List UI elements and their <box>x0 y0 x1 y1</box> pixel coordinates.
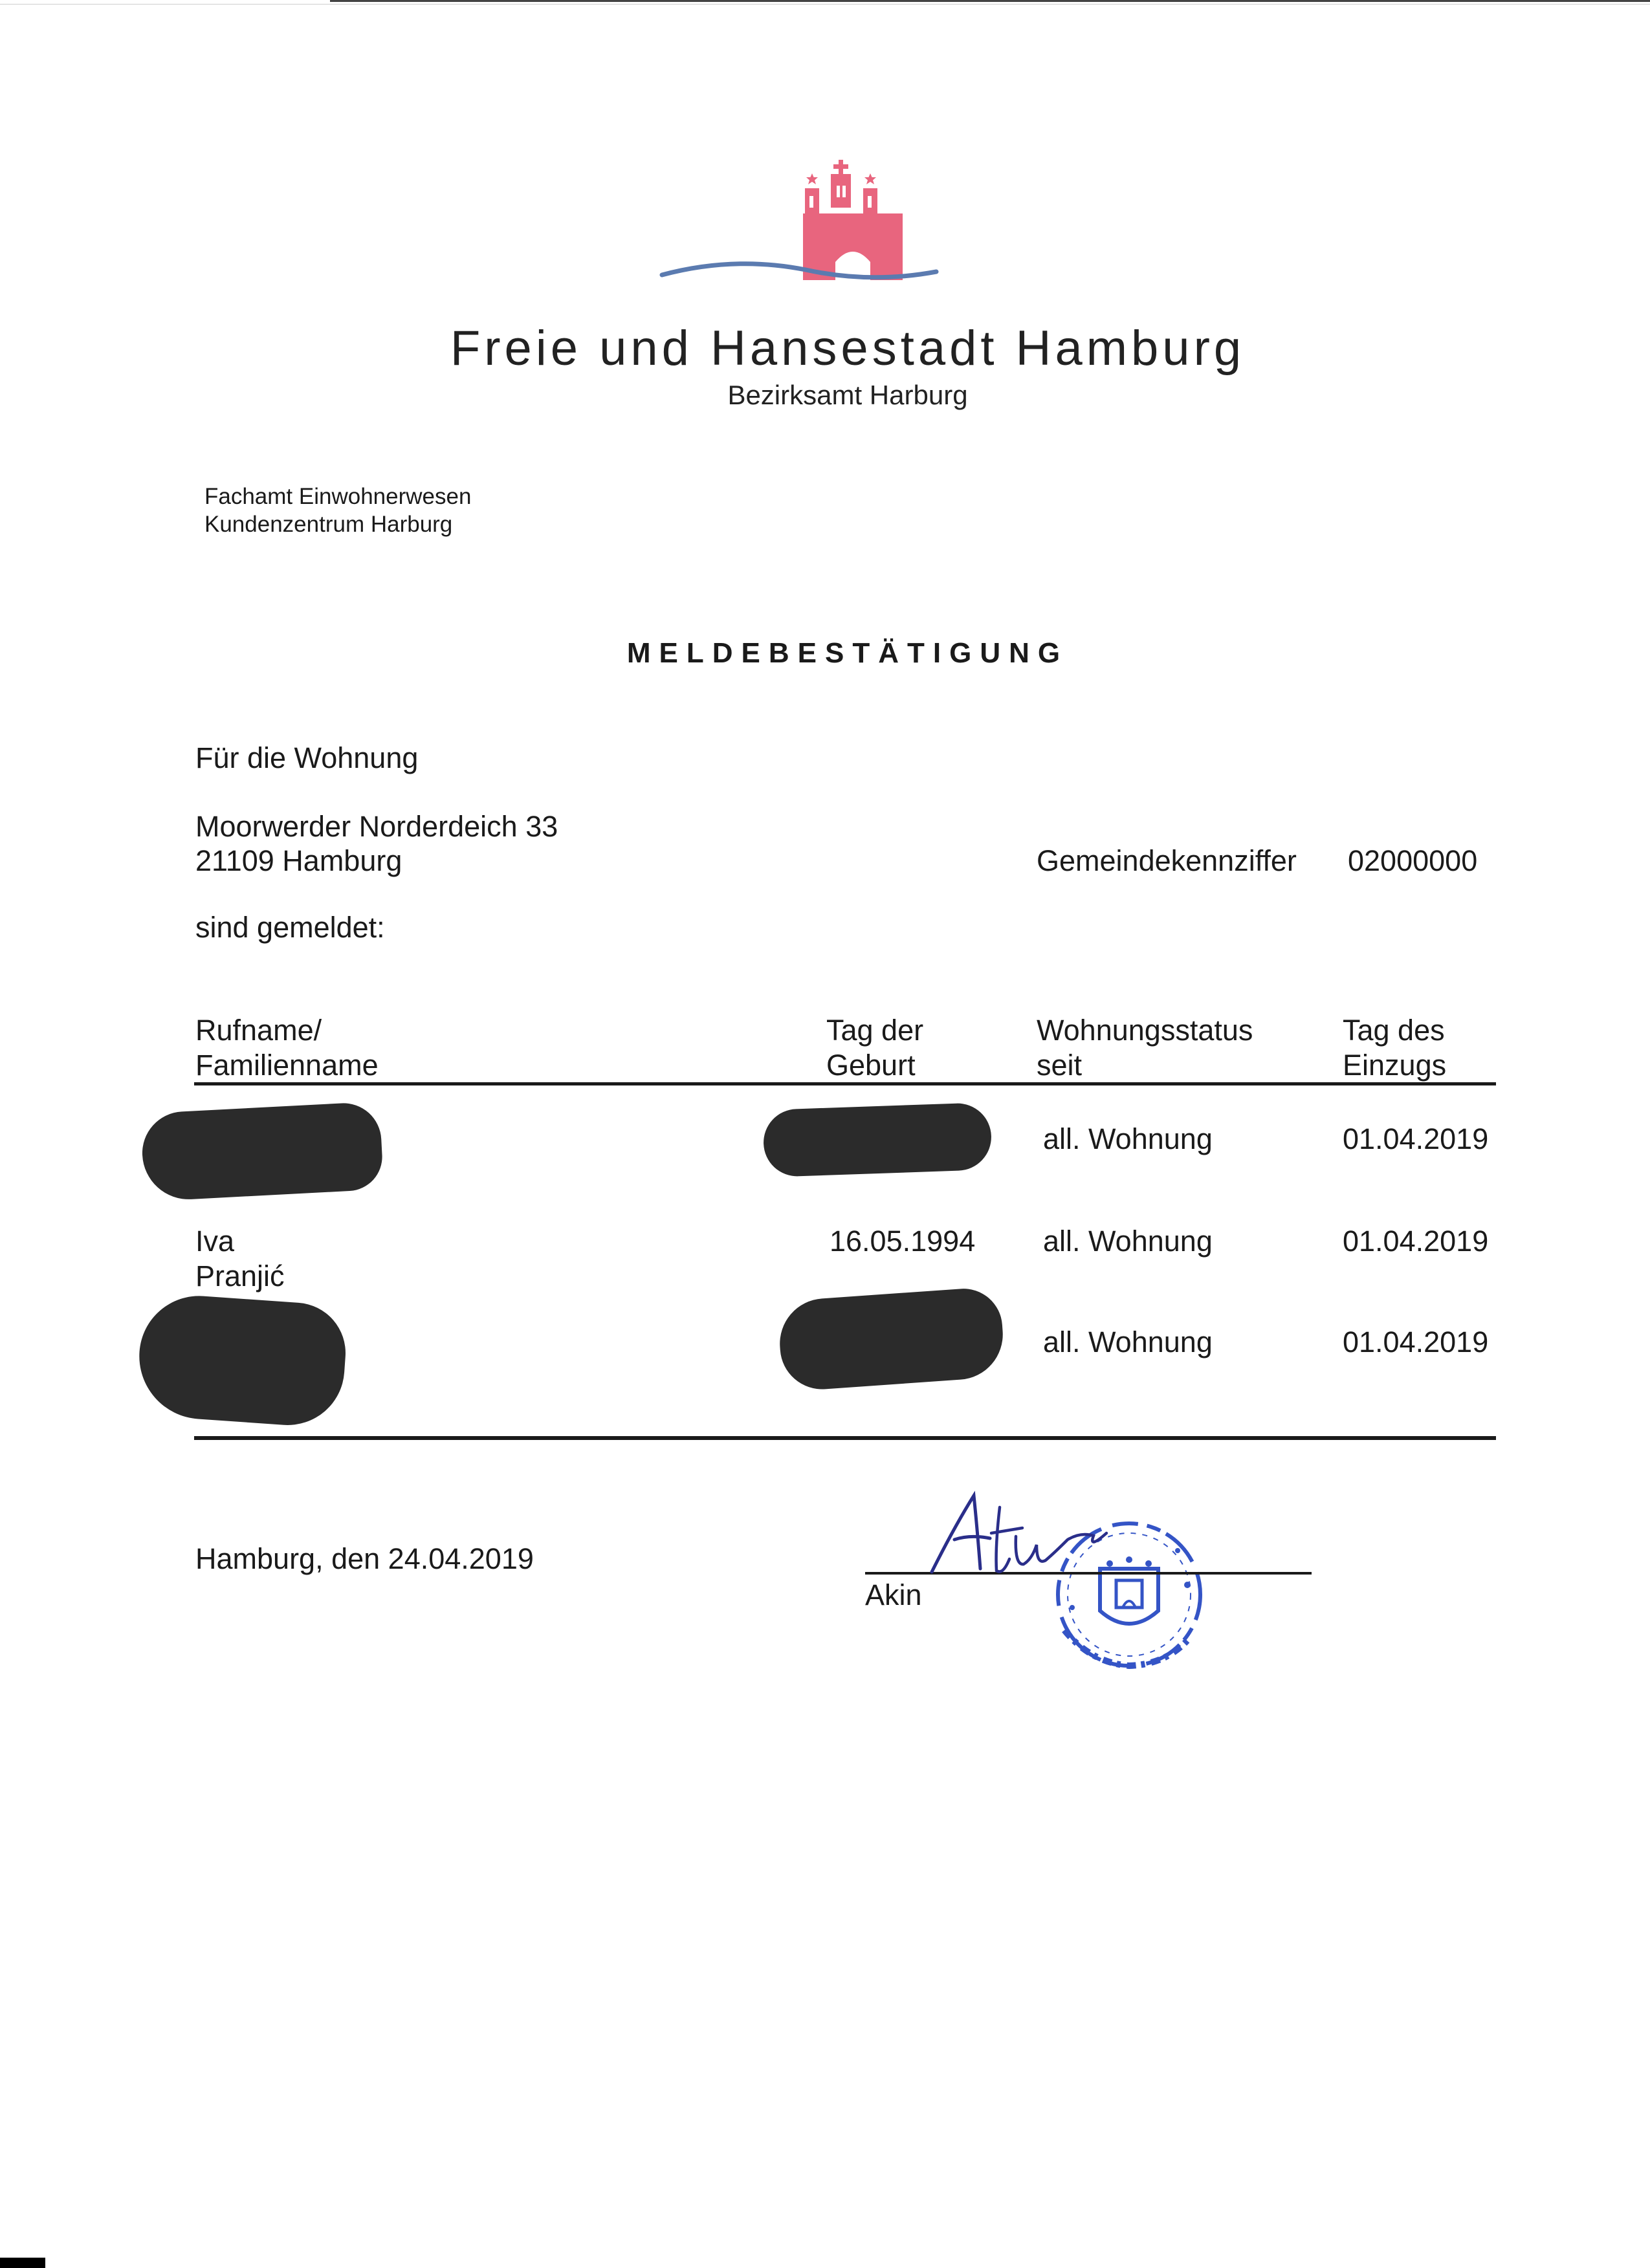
column-header-birth-line-1: Tag der <box>826 1014 924 1047</box>
column-header-name-line-2: Familienname <box>195 1049 379 1082</box>
redaction-mark <box>762 1102 992 1177</box>
column-header-name-line-1: Rufname/ <box>195 1014 322 1047</box>
scan-bottom-mark <box>0 2258 45 2268</box>
hamburg-coat-of-arms-logo <box>657 158 941 288</box>
page-subtitle: Bezirksamt Harburg <box>727 380 968 410</box>
municipality-label: Gemeindekennziffer <box>1037 844 1297 877</box>
table-bottom-rule <box>194 1436 1496 1440</box>
redaction-mark <box>135 1292 349 1429</box>
column-header-status-line-2: seit <box>1037 1049 1083 1082</box>
column-header-name <box>195 1013 584 1083</box>
address-intro: Für die Wohnung <box>195 741 419 774</box>
address-street: Moorwerder Norderdeich 33 <box>195 810 558 843</box>
row-birth-date: 16.05.1994 <box>830 1225 976 1258</box>
place-and-date: Hamburg, den 24.04.2019 <box>195 1542 534 1575</box>
row-moved-in: 01.04.2019 <box>1343 1225 1489 1258</box>
row-first-name: Iva <box>195 1225 235 1258</box>
column-header-moved-in-line-1: Tag des <box>1343 1014 1445 1047</box>
column-header-status-line-1: Wohnungsstatus <box>1037 1014 1253 1047</box>
row-status: all. Wohnung <box>1043 1225 1213 1258</box>
redaction-mark <box>140 1101 384 1201</box>
page-title: Freie und Hansestadt Hamburg <box>450 321 1246 376</box>
address-outro: sind gemeldet: <box>195 911 385 944</box>
row-moved-in: 01.04.2019 <box>1343 1325 1489 1358</box>
address-city: 21109 Hamburg <box>195 844 402 877</box>
column-header-status <box>1037 1013 1328 1083</box>
column-header-moved-in-line-2: Einzugs <box>1343 1049 1447 1082</box>
signer-name: Akin <box>865 1578 922 1611</box>
row-moved-in: 01.04.2019 <box>1343 1122 1489 1155</box>
table-header-rule <box>194 1082 1496 1085</box>
handwritten-signature <box>919 1488 1139 1585</box>
column-header-moved-in <box>1343 1013 1537 1083</box>
column-header-birth-line-2: Geburt <box>826 1049 916 1082</box>
department-line-2: Kundenzentrum Harburg <box>204 512 453 537</box>
document-heading: MELDEBESTÄTIGUNG <box>626 637 1069 669</box>
department-line-1: Fachamt Einwohnerwesen <box>204 484 472 509</box>
redaction-mark <box>777 1286 1006 1392</box>
row-name <box>195 1224 584 1294</box>
row-last-name: Pranjić <box>195 1259 285 1292</box>
row-status: all. Wohnung <box>1043 1325 1213 1358</box>
column-header-birth <box>826 1013 1020 1083</box>
row-status: all. Wohnung <box>1043 1122 1213 1155</box>
scan-top-border <box>330 0 1650 2</box>
scan-edge-line <box>0 4 1650 5</box>
municipality-code: 02000000 <box>1348 844 1478 877</box>
